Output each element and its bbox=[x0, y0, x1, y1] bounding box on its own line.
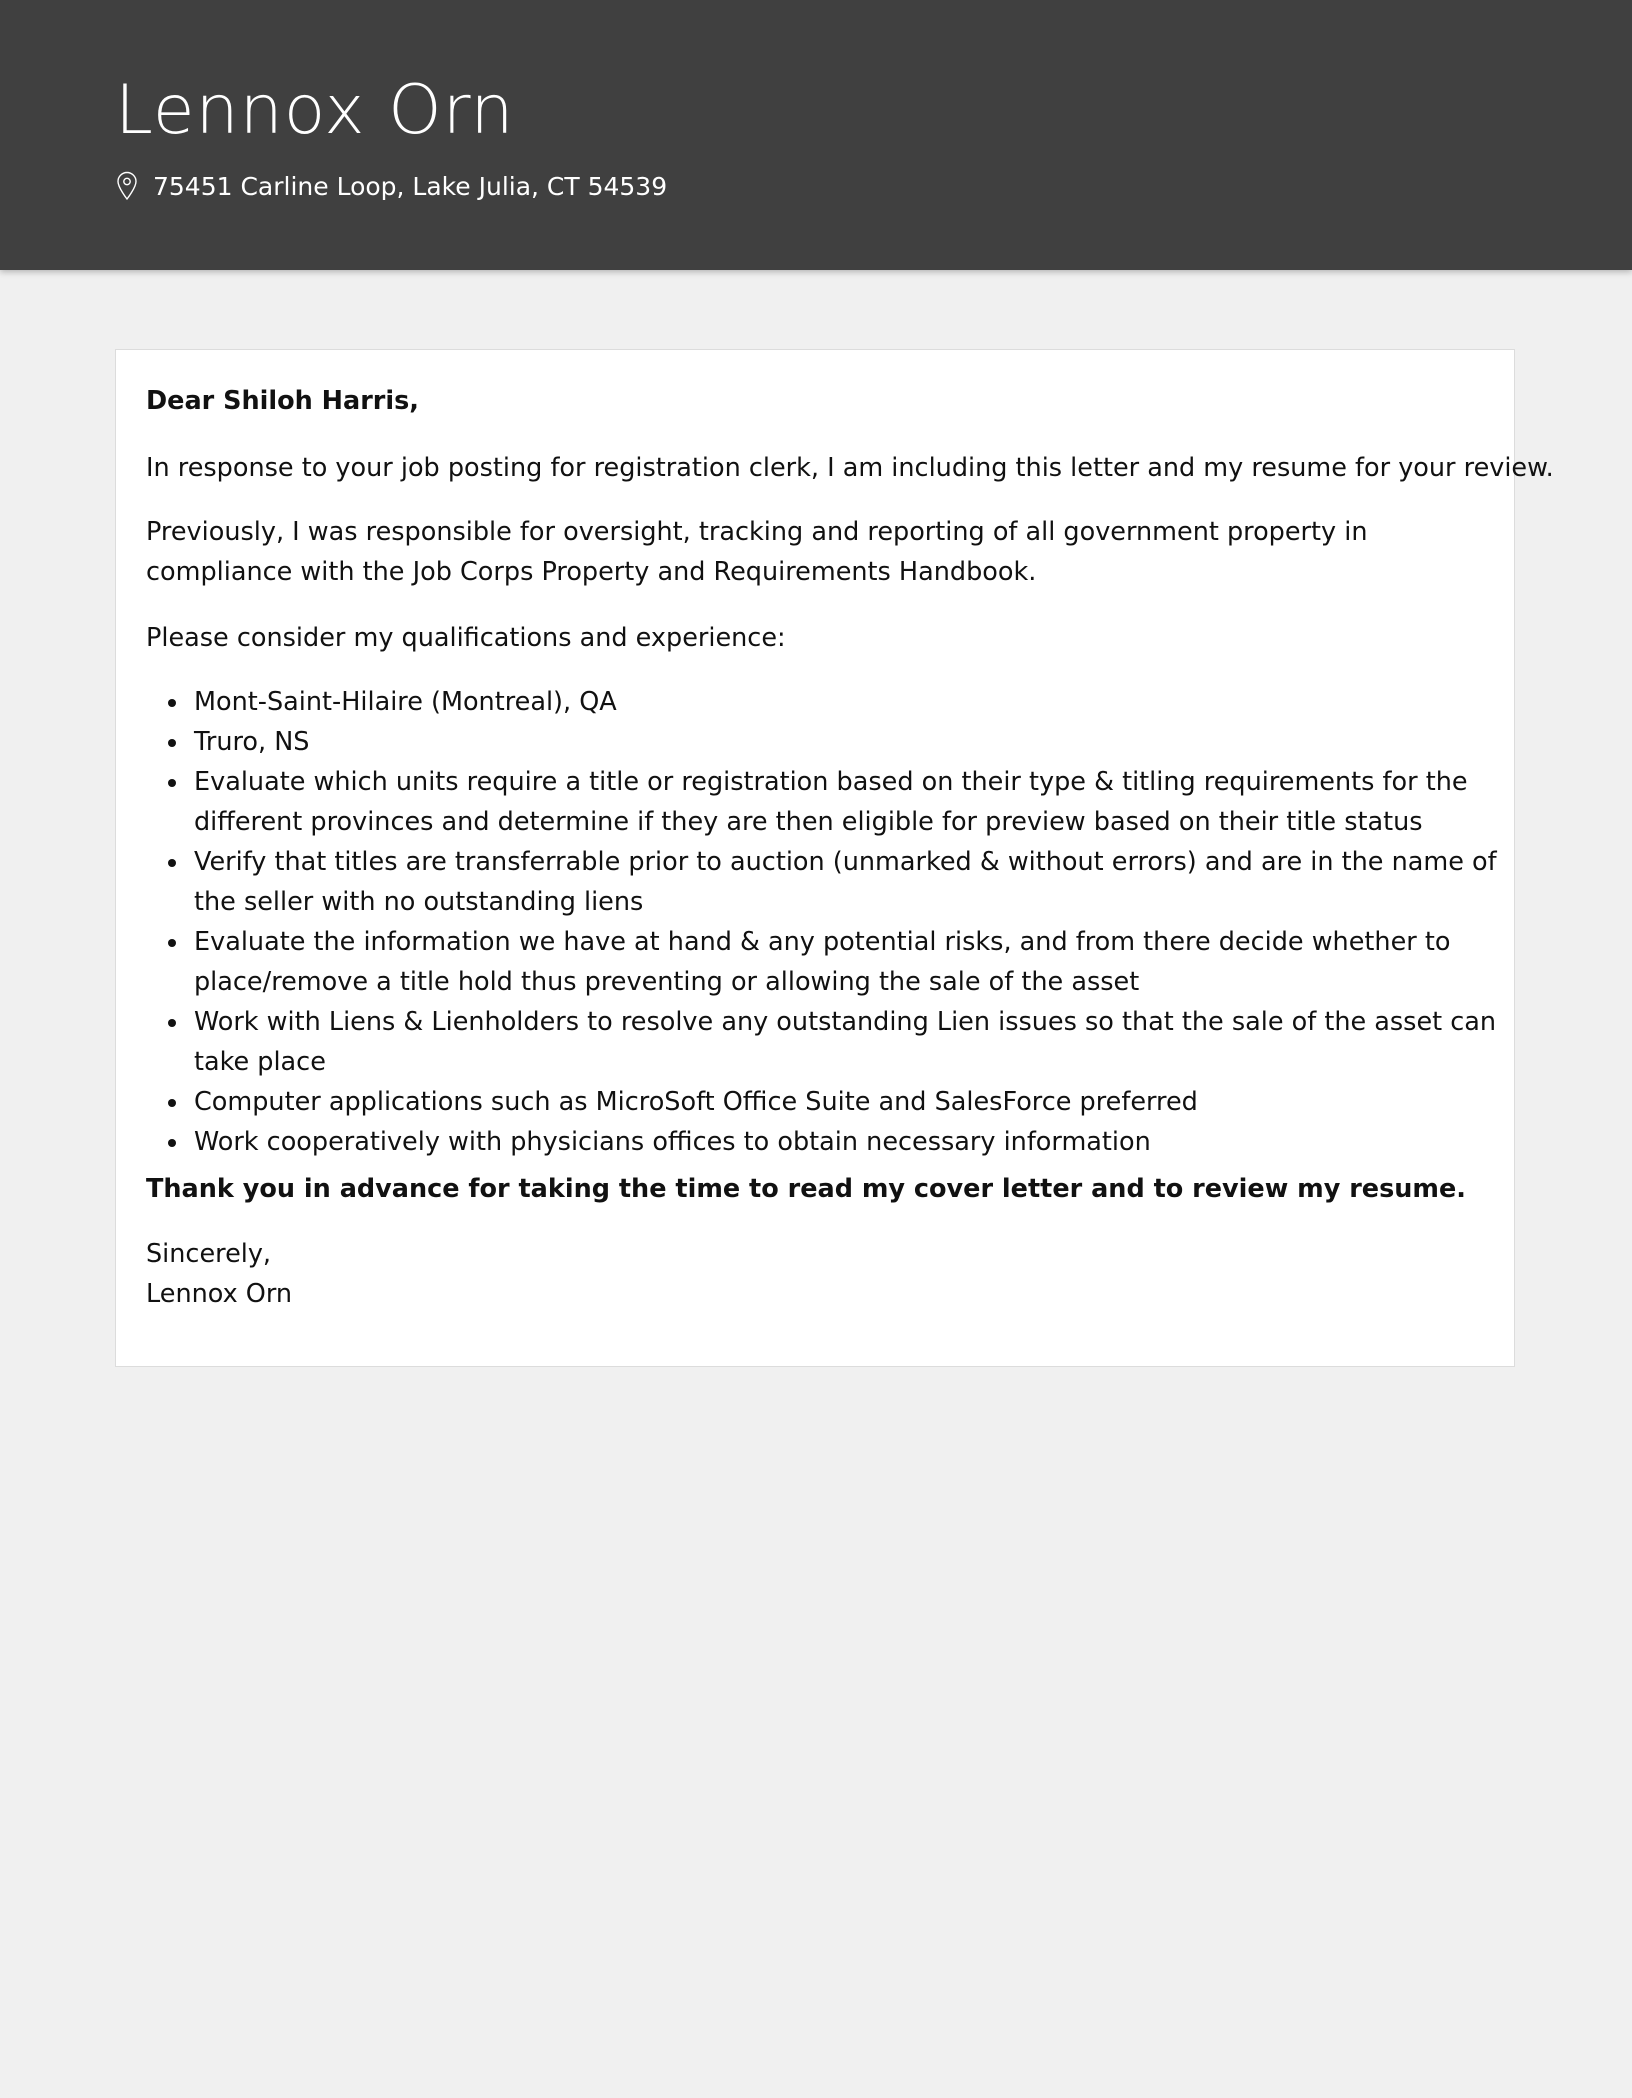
cover-letter-card bbox=[115, 349, 1554, 1367]
list-item: Work with Liens & Lienholders to resolve any outstanding Lien issues so that the sale of the asset can take place bbox=[194, 1002, 1546, 1082]
list-item: Verify that titles are transferrable prior to auction (unmarked & without errors) and are in the name of the seller with no outstanding liens bbox=[194, 842, 1546, 922]
intro-paragraph: In response to your job posting for registration clerk, I am including this letter and my resume for your review. bbox=[146, 453, 1554, 483]
list-item: Work cooperatively with physicians offices to obtain necessary information bbox=[194, 1122, 1546, 1162]
list-item: Mont-Saint-Hilaire (Montreal), QA bbox=[194, 682, 1546, 722]
list-item: Evaluate which units require a title or registration based on their type & titling requirements for the different provinces and determine if they are then eligible for preview based on their title status bbox=[194, 762, 1546, 842]
list-item: Computer applications such as MicroSoft Office Suite and SalesForce preferred bbox=[194, 1082, 1546, 1122]
address-text: 75451 Carline Loop, Lake Julia, CT 54539 bbox=[153, 171, 668, 201]
address-line bbox=[115, 166, 667, 206]
location-pin-icon bbox=[115, 171, 139, 201]
list-item: Truro, NS bbox=[194, 722, 1546, 762]
closing-line: Thank you in advance for taking the time to read my cover letter and to review my resume. bbox=[146, 1174, 1466, 1204]
experience-paragraph: Previously, I was responsible for oversight, tracking and reporting of all government property in compliance with the Job Corps Property and Requirements Handbook. bbox=[146, 517, 1368, 587]
list-item: Evaluate the information we have at hand & any potential risks, and from there decide whether to place/remove a title hold thus preventing or allowing the sale of the asset bbox=[194, 922, 1546, 1002]
applicant-name: Lennox Orn bbox=[115, 71, 515, 150]
qualifications-list bbox=[146, 682, 1546, 1162]
header-banner bbox=[0, 0, 1632, 270]
signoff: Sincerely, bbox=[146, 1239, 272, 1269]
qualifications-intro: Please consider my qualifications and experience: bbox=[146, 623, 786, 653]
salutation: Dear Shiloh Harris, bbox=[146, 386, 419, 416]
signature-name: Lennox Orn bbox=[146, 1279, 293, 1309]
